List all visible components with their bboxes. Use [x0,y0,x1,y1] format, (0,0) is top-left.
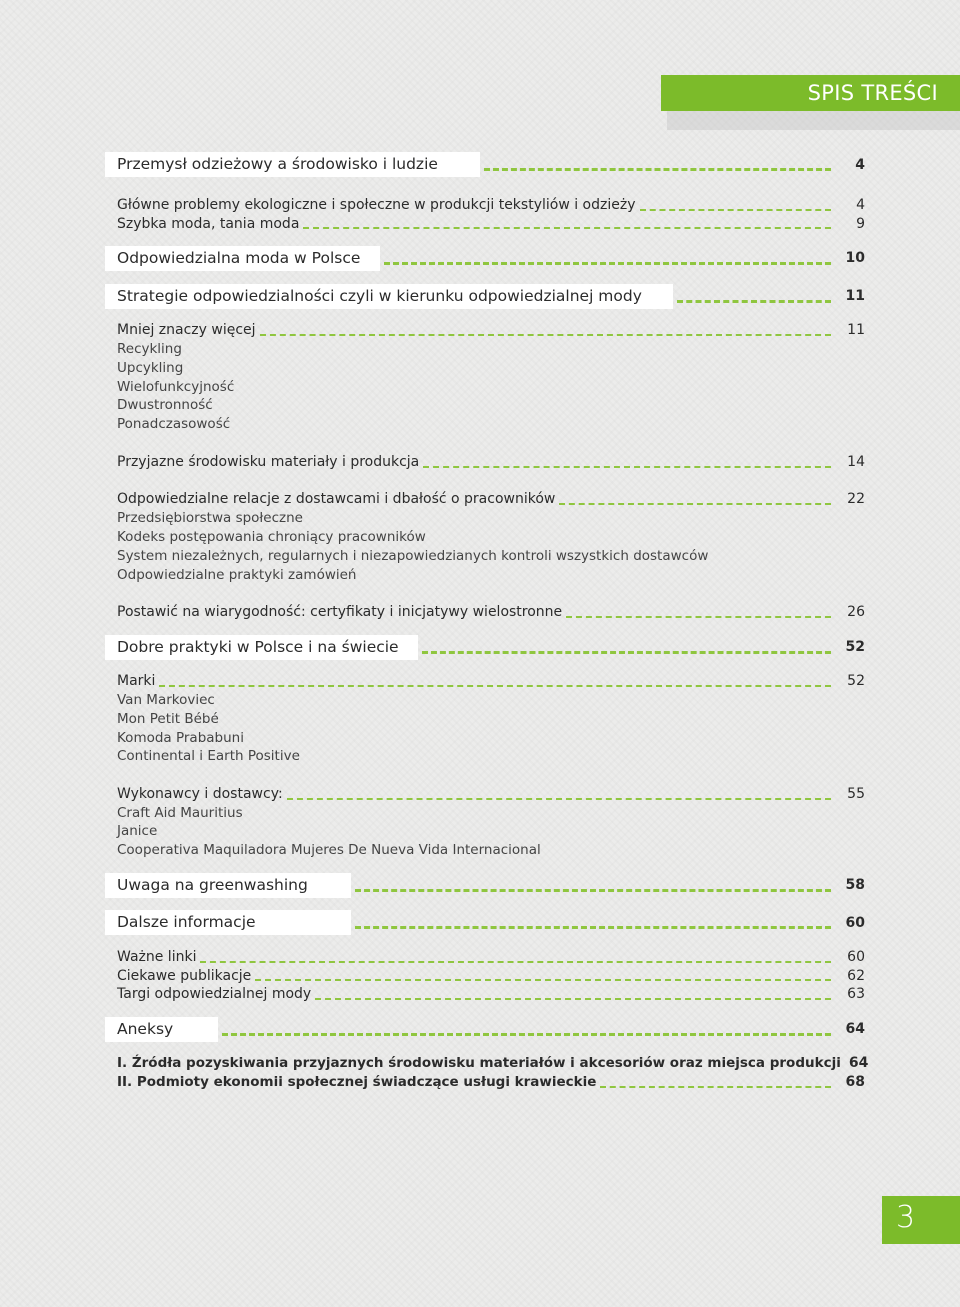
dotted-leader [600,1086,831,1088]
toc-entry-label: Odpowiedzialna moda w Polsce [105,246,380,271]
dotted-leader [355,889,831,892]
toc-section-heading[interactable] [105,246,865,271]
toc-subentry[interactable] [105,509,865,528]
toc-entry-label: Continental i Earth Positive [117,748,300,765]
toc-entry-label: Mon Petit Bébé [117,710,219,727]
toc-entry-label: Główne problemy ekologiczne i społeczne w produkcji tekstyliów i odzieży [117,196,636,213]
toc-entry[interactable] [105,785,865,804]
toc-entry-label: Ważne linki [117,948,197,965]
toc-entry-label: I. Źródła pozyskiwania przyjaznych środowisku materiałów i akcesoriów oraz miejsca produkcji [117,1055,841,1072]
dotted-leader [303,227,831,229]
toc-page-number: 10 [845,250,865,267]
toc-entry-label: Przedsiębiorstwa społeczne [117,510,303,527]
toc-page-number: 55 [847,785,865,802]
toc-entry-label: Odpowiedzialne praktyki zamówień [117,566,357,583]
toc-subentry[interactable] [105,340,865,359]
dotted-leader [287,798,831,800]
toc-page-number: 68 [845,1074,865,1091]
dotted-leader [484,168,831,171]
table-of-contents [105,152,869,1092]
spacer [105,660,865,673]
toc-entry-label: Ponadczasowość [117,416,231,433]
spacer [105,309,865,322]
toc-entry-label: Dalsze informacje [105,910,351,935]
toc-page-number: 60 [847,948,865,965]
toc-page-number: 11 [847,322,865,339]
toc-page-number: 60 [845,914,865,931]
toc-section-heading[interactable] [105,284,865,309]
spacer [105,935,865,948]
spacer [105,177,865,196]
dotted-leader [200,961,831,963]
toc-entry-label: Upcykling [117,359,184,376]
dotted-leader [260,334,831,336]
toc-page-number: 9 [856,215,865,232]
spacer [105,233,865,246]
spacer [105,860,865,873]
toc-entry[interactable] [105,453,865,472]
dotted-leader [355,926,831,929]
toc-page-number: 52 [845,639,865,656]
toc-page-number: 63 [847,986,865,1003]
dotted-leader [422,651,831,654]
toc-page-number: 14 [847,453,865,470]
toc-page-number: 4 [855,156,865,173]
toc-entry-label: Przemysł odzieżowy a środowisko i ludzie [105,152,480,177]
toc-subentry[interactable] [105,359,865,378]
spacer [105,271,865,284]
spacer [105,1042,865,1055]
toc-entry[interactable] [105,967,865,986]
spacer [105,766,865,785]
dotted-leader [255,979,831,981]
toc-entry-label: Postawić na wiarygodność: certyfikaty i inicjatywy wielostronne [117,604,563,621]
toc-subentry[interactable] [105,822,865,841]
toc-entry[interactable] [105,672,865,691]
toc-subentry[interactable] [105,547,865,566]
toc-entry[interactable] [105,196,865,215]
toc-entry[interactable] [105,1073,865,1092]
toc-subentry[interactable] [105,415,865,434]
toc-section-heading[interactable] [105,635,865,660]
toc-section-heading[interactable] [105,152,865,177]
toc-entry-label: Szybka moda, tania moda [117,215,300,232]
toc-page-number: 64 [845,1021,865,1038]
toc-entry-label: Cooperativa Maquiladora Mujeres De Nueva Vida Internacional [117,842,541,859]
toc-subentry[interactable] [105,378,865,397]
toc-entry[interactable] [105,985,865,1004]
toc-entry-label: Aneksy [105,1017,218,1042]
spacer [105,584,865,603]
toc-page-number: 58 [845,877,865,894]
toc-page-number: 22 [847,491,865,508]
toc-entry-label: System niezależnych, regularnych i niezapowiedzianych kontroli wszystkich dostawców [117,547,709,564]
toc-entry-label: Janice [117,823,158,840]
toc-page-number: 52 [847,673,865,690]
toc-subentry[interactable] [105,528,865,547]
toc-entry-label: Craft Aid Mauritius [117,804,243,821]
toc-page-number: 64 [848,1055,869,1072]
toc-section-heading[interactable] [105,910,865,935]
dotted-leader [423,466,831,468]
toc-entry-label: Ciekawe publikacje [117,967,252,984]
toc-subentry[interactable] [105,841,865,860]
toc-entry-label: Targi odpowiedzialnej mody [117,986,312,1003]
toc-subentry[interactable] [105,566,865,585]
toc-entry[interactable] [105,321,865,340]
toc-entry-label: Przyjazne środowisku materiały i produkcja [117,453,420,470]
toc-entry-label: Wykonawcy i dostawcy: [117,785,283,802]
toc-entry-label: Komoda Prababuni [117,729,244,746]
dotted-leader [677,300,831,303]
dotted-leader [384,262,831,265]
toc-entry-label: Mniej znaczy więcej [117,322,256,339]
toc-subentry[interactable] [105,710,865,729]
toc-entry[interactable] [105,490,865,509]
dotted-leader [315,998,831,1000]
toc-page-number: 26 [847,604,865,621]
toc-entry[interactable] [105,215,865,234]
page-title: SPIS TREŚCI [661,75,960,111]
dotted-leader [222,1033,831,1036]
toc-entry-label: Kodeks postępowania chroniący pracowników [117,528,426,545]
toc-subentry[interactable] [105,804,865,823]
spacer [105,622,865,635]
toc-section-heading[interactable] [105,873,865,898]
toc-entry[interactable] [105,948,865,967]
toc-subentry[interactable] [105,729,865,748]
toc-subentry[interactable] [105,396,865,415]
toc-entry-label: Dobre praktyki w Polsce i na świecie [105,635,418,660]
toc-entry-label: Uwaga na greenwashing [105,873,351,898]
dotted-leader [566,616,831,618]
toc-entry-label: Marki [117,673,156,690]
toc-section-heading[interactable] [105,1017,865,1042]
toc-page-number: 4 [856,196,865,213]
page-number: 3 [882,1196,960,1244]
toc-entry[interactable] [105,603,865,622]
dotted-leader [640,209,832,211]
spacer [105,472,865,491]
toc-entry-label: Van Markoviec [117,691,215,708]
spacer [105,1004,865,1017]
spacer [105,898,865,911]
toc-page-number: 11 [845,288,865,305]
toc-entry-label: Wielofunkcyjność [117,378,235,395]
toc-entry-label: Dwustronność [117,397,213,414]
toc-entry-label: Odpowiedzialne relacje z dostawcami i dbałość o pracowników [117,491,556,508]
dotted-leader [559,503,831,505]
toc-entry-label: Recykling [117,340,182,357]
toc-page-number: 62 [847,967,865,984]
spacer [105,434,865,453]
dotted-leader [159,685,831,687]
toc-subentry[interactable] [105,747,865,766]
toc-subentry[interactable] [105,691,865,710]
toc-entry[interactable] [105,1054,869,1073]
toc-entry-label: II. Podmioty ekonomii społecznej świadczące usługi krawieckie [117,1074,597,1091]
toc-entry-label: Strategie odpowiedzialności czyli w kierunku odpowiedzialnej mody [105,284,673,309]
